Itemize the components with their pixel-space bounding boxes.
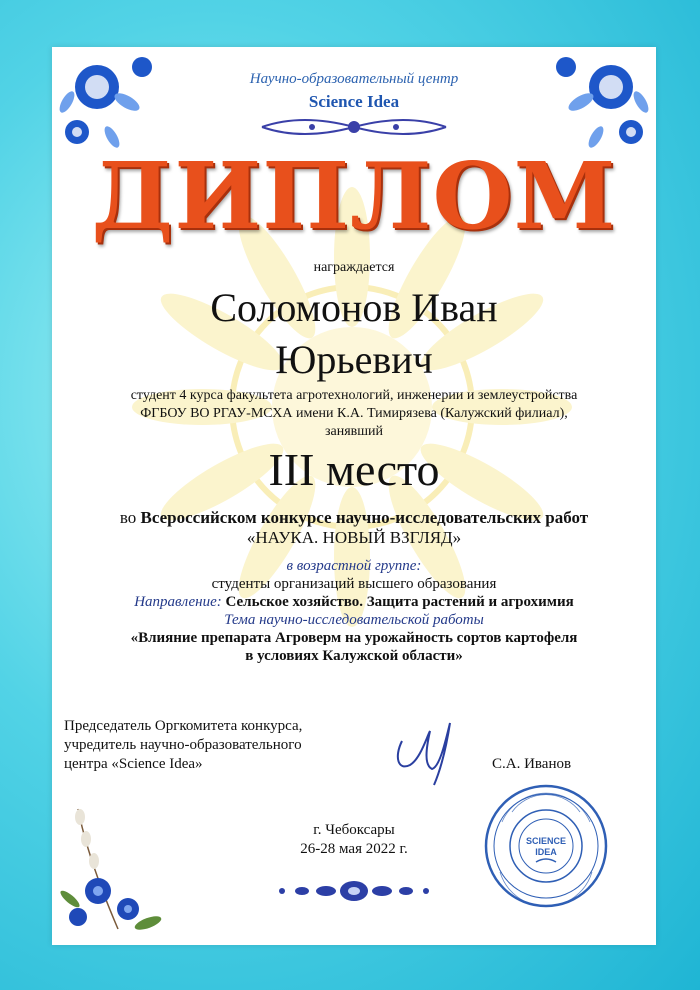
contest-prefix: во: [119, 508, 141, 527]
signatory-name: С.А. Иванов: [492, 756, 572, 772]
location-date: 26-28 мая 2022 г.: [300, 841, 408, 857]
contest-subtitle: «НАУКА. НОВЫЙ ВЗГЛЯД»: [246, 528, 462, 547]
organization-name: Science Idea: [308, 92, 400, 111]
topic-line1: «Влияние препарата Агроверм на урожайность сортов картофеля: [130, 630, 578, 646]
topic-line2: в условиях Калужской области»: [245, 648, 463, 664]
signatory-line1: Председатель Оргкомитета конкурса,: [64, 718, 303, 734]
stamp-text-1: SCIENCE: [525, 836, 567, 846]
location-city: г. Чебоксары: [313, 822, 395, 838]
contest-block: [52, 508, 656, 548]
recipient-info-line3: занявший: [324, 424, 384, 439]
direction-value: Сельское хозяйство. Защита растений и агрохимия: [225, 594, 574, 610]
recipient-name-line2: Юрьевич: [275, 337, 433, 382]
stamp-text-2: IDEA: [535, 847, 557, 857]
diploma-title: ДИПЛОМ: [91, 142, 617, 250]
organization-line1: Научно-образовательный центр: [249, 71, 459, 87]
age-group-label: в возрастной группе:: [286, 558, 422, 574]
recipient-info-line1: студент 4 курса факультета агротехнологий, инженерии и землеустройства: [130, 388, 578, 403]
recipient-name-line1: Соломонов Иван: [210, 285, 498, 330]
contest-name: Всероссийском конкурсе научно-исследовательских работ: [140, 508, 589, 527]
place-award: III место: [268, 444, 440, 495]
signatory-title: [64, 717, 354, 774]
official-stamp-icon: [482, 782, 610, 910]
signature-icon: [380, 709, 460, 789]
recipient-info-line2: ФГБОУ ВО РГАУ-МСХА имени К.А. Тимирязева (Калужский филиал),: [140, 406, 568, 421]
direction-label: Направление:: [134, 594, 226, 610]
awarded-label: награждается: [313, 260, 395, 275]
recipient-info: [52, 387, 656, 441]
diploma-sheet: [52, 47, 656, 945]
ornament-divider-top-icon: [252, 113, 456, 141]
age-group-value: студенты организаций высшего образования: [211, 576, 497, 592]
signatory-line2: учредитель научно-образовательного: [64, 737, 302, 753]
ornament-divider-bottom-icon: [264, 875, 444, 907]
topic-label: Тема научно-исследовательской работы: [224, 612, 484, 628]
blue-flowers-decoration-icon: [58, 799, 178, 939]
details-block: [52, 557, 656, 665]
signatory-line3: центра «Science Idea»: [64, 756, 203, 772]
